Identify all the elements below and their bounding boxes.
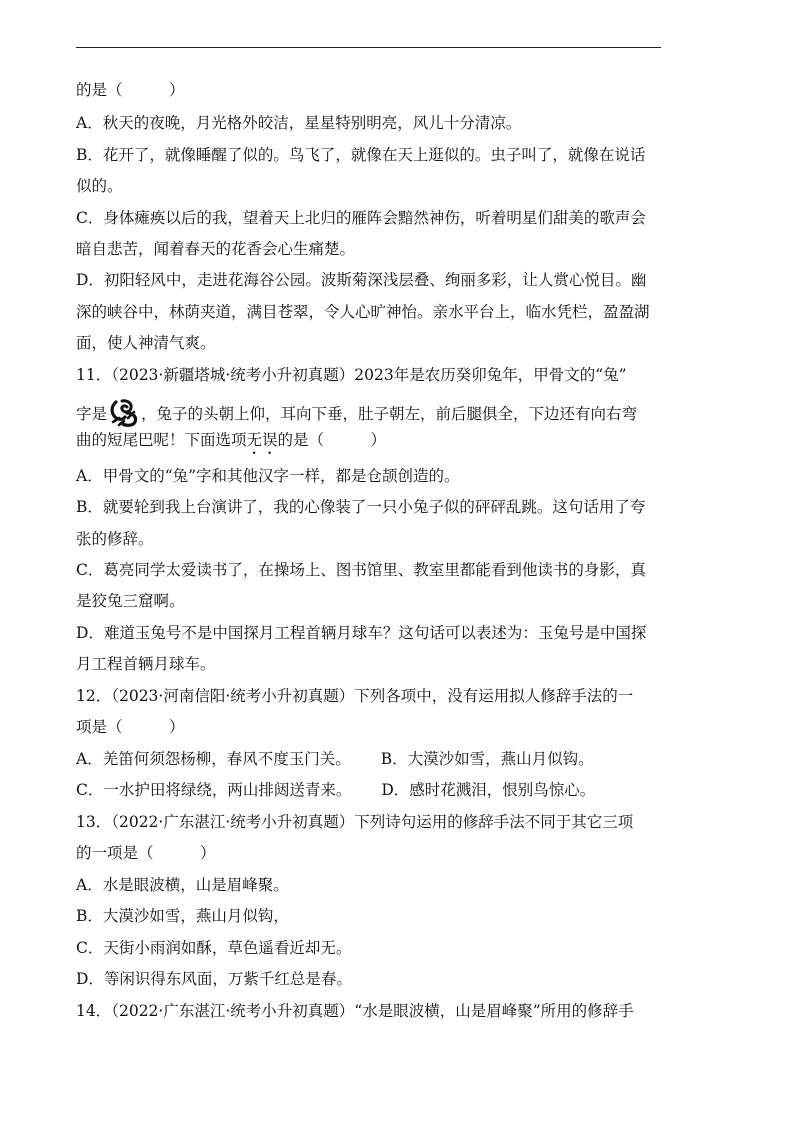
option-d: D．感时花溅泪，恨别鸟惊心。 bbox=[381, 781, 596, 799]
option-c: C．身体瘫痪以后的我，望着天上北归的雁阵会黯然神伤，听着明星们甜美的歌声会 bbox=[76, 209, 646, 227]
option-a: A．水是眼波横，山是眉峰聚。 bbox=[76, 876, 289, 894]
oracle-bone-rabbit-icon bbox=[107, 398, 141, 428]
text-line: 月工程首辆月球车。 bbox=[76, 655, 216, 673]
text-span: 字是 bbox=[76, 405, 108, 423]
text-line: 项是（ ） bbox=[76, 718, 185, 736]
option-d: D．初阳轻风中，走进花海谷公园。波斯菊深浅层叠、绚丽多彩，让人赏心悦目。幽 bbox=[76, 271, 647, 289]
option-c: C．天街小雨润如酥，草色遥看近却无。 bbox=[76, 939, 352, 957]
emphasized-text: 无误 bbox=[246, 431, 278, 449]
text-line: 的一项是（ ） bbox=[76, 844, 216, 862]
option-b: B．大漠沙如雪，燕山月似钩。 bbox=[380, 750, 594, 768]
question-11: 11．（2023·新疆塔城·统考小升初真题）2023年是农历癸卯兔年，甲骨文的“兔” bbox=[76, 366, 627, 384]
option-c: C．葛亮同学太爱读书了，在操场上、图书馆里、教室里都能看到他读书的身影，真 bbox=[76, 561, 646, 579]
options-row bbox=[76, 780, 595, 800]
text-span: 曲的短尾巴呢！下面选项 bbox=[76, 431, 247, 449]
header-rule bbox=[76, 47, 661, 48]
question-14: 14．（2022·广东湛江·统考小升初真题）“水是眼波横，山是眉峰聚”所用的修辞手 bbox=[76, 1002, 634, 1020]
question-13: 13．（2022·广东湛江·统考小升初真题）下列诗句运用的修辞手法不同于其它三项 bbox=[76, 813, 634, 831]
option-d: D．等闲识得东风面，万紫千红总是春。 bbox=[76, 970, 352, 988]
question-12: 12．（2023·河南信阳·统考小升初真题）下列各项中，没有运用拟人修辞手法的一 bbox=[76, 687, 634, 705]
text-line: 似的。 bbox=[76, 177, 123, 195]
text-span: 的是（ ） bbox=[277, 431, 387, 449]
text-line: 面，使人神清气爽。 bbox=[76, 334, 216, 352]
text-line: 暗自悲苦，闻着春天的花香会心生痛楚。 bbox=[76, 240, 356, 258]
option-b: B．就要轮到我上台演讲了，我的心像装了一只小兔子似的砰砰乱跳。这句话用了夸 bbox=[76, 498, 646, 516]
options-row bbox=[76, 749, 594, 769]
option-d: D．难道玉兔号不是中国探月工程首辆月球车？这句话可以表述为：玉兔号是中国探 bbox=[76, 624, 647, 642]
text-line bbox=[76, 398, 637, 428]
option-a: A．甲骨文的“兔”字和其他汉字一样，都是仓颉创造的。 bbox=[76, 467, 460, 485]
text-line: 是狡兔三窟啊。 bbox=[76, 592, 185, 610]
text-line: 的是（ ） bbox=[76, 81, 185, 99]
option-a: A．秋天的夜晚，月光格外皎洁，星星特别明亮，风儿十分清凉。 bbox=[76, 114, 522, 132]
text-line: 张的修辞。 bbox=[76, 530, 154, 548]
text-span: ，兔子的头朝上仰，耳向下垂，肚子朝左，前后腿俱全，下边还有向右弯 bbox=[141, 405, 638, 423]
text-line bbox=[76, 430, 386, 458]
option-b: B．花开了，就像睡醒了似的。鸟飞了，就像在天上逛似的。虫子叫了，就像在说话 bbox=[76, 146, 646, 164]
option-c: C．一水护田将绿绕，两山排闼送青来。 bbox=[76, 781, 352, 799]
option-b: B．大漠沙如雪，燕山月似钩， bbox=[76, 907, 289, 925]
option-a: A．羌笛何须怨杨柳，春风不度玉门关。 bbox=[76, 750, 351, 768]
text-line: 深的峡谷中，林荫夹道，满目苍翠，令人心旷神怡。亲水平台上，临水凭栏，盈盈湖 bbox=[76, 303, 650, 321]
